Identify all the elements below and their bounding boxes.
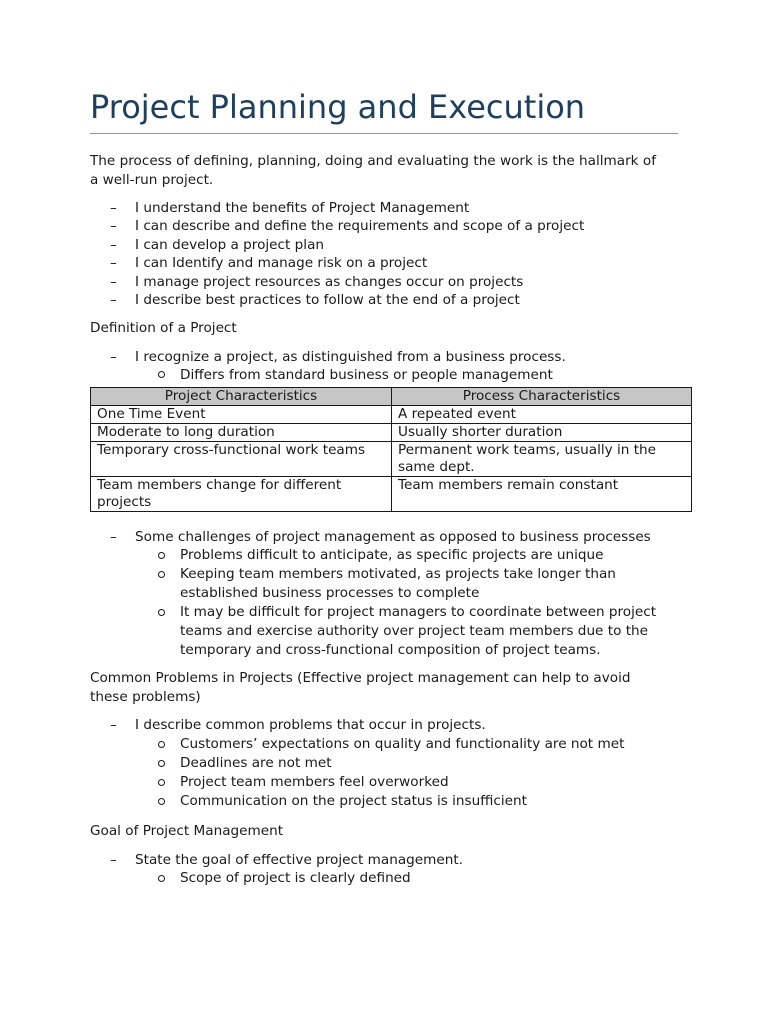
intro-line-2: a well-run project. [90, 172, 214, 188]
definition-item: I recognize a project, as distinguished from a business process. [135, 349, 566, 365]
intro-line-1: The process of defining, planning, doing and evaluating the work is the hallmark of [90, 153, 656, 169]
title-underline [90, 133, 678, 134]
table-header-cell: Project Characteristics [91, 388, 392, 406]
challenge-sub-item: It may be difficult for project managers to coordinate between project [180, 604, 657, 620]
outcome-item: I describe best practices to follow at the end of a project [135, 292, 520, 308]
section-heading-problems: Common Problems in Projects (Effective project management can help to avoid [90, 670, 631, 686]
definition-sub-item: Differs from standard business or people management [180, 367, 553, 383]
page-title: Project Planning and Execution [90, 88, 586, 126]
problem-sub-item: Customers’ expectations on quality and functionality are not met [180, 736, 625, 752]
table-row [91, 424, 692, 442]
table-header-row [91, 388, 692, 406]
outcome-item: I understand the benefits of Project Management [135, 200, 470, 216]
table-header-cell: Process Characteristics [392, 388, 692, 406]
challenge-sub-item: Problems difficult to anticipate, as specific projects are unique [180, 547, 604, 563]
circle-bullet-icon [158, 779, 165, 786]
dash-bullet: – [110, 237, 117, 253]
characteristics-table [90, 387, 692, 512]
dash-bullet: – [110, 717, 117, 733]
circle-bullet-icon [158, 798, 165, 805]
table-row [91, 406, 692, 424]
section-heading-problems-cont: these problems) [90, 689, 201, 705]
challenges-item: Some challenges of project management as opposed to business processes [135, 529, 651, 545]
circle-bullet-icon [158, 609, 165, 616]
goal-sub-item: Scope of project is clearly defined [180, 870, 411, 886]
section-heading-definition: Definition of a Project [90, 320, 237, 336]
challenge-sub-item-cont: established business processes to complete [180, 585, 480, 601]
dash-bullet: – [110, 852, 117, 868]
challenge-sub-item: Keeping team members motivated, as projects take longer than [180, 566, 616, 582]
table-row [91, 477, 692, 512]
goal-item: State the goal of effective project management. [135, 852, 464, 868]
circle-bullet-icon [158, 760, 165, 767]
problems-item: I describe common problems that occur in projects. [135, 717, 486, 733]
table-cell: One Time Event [91, 406, 392, 424]
table-cell: Permanent work teams, usually in the same dept. [392, 442, 692, 477]
problem-sub-item: Communication on the project status is insufficient [180, 793, 527, 809]
outcome-item: I can describe and define the requirements and scope of a project [135, 218, 585, 234]
table-cell: A repeated event [392, 406, 692, 424]
dash-bullet: – [110, 292, 117, 308]
problem-sub-item: Deadlines are not met [180, 755, 332, 771]
table-cell: Team members remain constant [392, 477, 692, 512]
circle-bullet-icon [158, 371, 165, 378]
outcome-item: I can develop a project plan [135, 237, 325, 253]
dash-bullet: – [110, 349, 117, 365]
table-cell: Team members change for different projects [91, 477, 392, 512]
circle-bullet-icon [158, 571, 165, 578]
dash-bullet: – [110, 200, 117, 216]
outcome-item: I manage project resources as changes occur on projects [135, 274, 524, 290]
table-row [91, 442, 692, 477]
dash-bullet: – [110, 218, 117, 234]
outcome-item: I can Identify and manage risk on a project [135, 255, 428, 271]
dash-bullet: – [110, 255, 117, 271]
challenge-sub-item-cont: teams and exercise authority over project team members due to the [180, 623, 649, 639]
circle-bullet-icon [158, 741, 165, 748]
circle-bullet-icon [158, 875, 165, 882]
dash-bullet: – [110, 529, 117, 545]
section-heading-goal: Goal of Project Management [90, 823, 284, 839]
table-cell: Moderate to long duration [91, 424, 392, 442]
circle-bullet-icon [158, 552, 165, 559]
table-cell: Temporary cross-functional work teams [91, 442, 392, 477]
dash-bullet: – [110, 274, 117, 290]
challenge-sub-item-cont: temporary and cross-functional composition of project teams. [180, 642, 601, 658]
table-cell: Usually shorter duration [392, 424, 692, 442]
problem-sub-item: Project team members feel overworked [180, 774, 449, 790]
